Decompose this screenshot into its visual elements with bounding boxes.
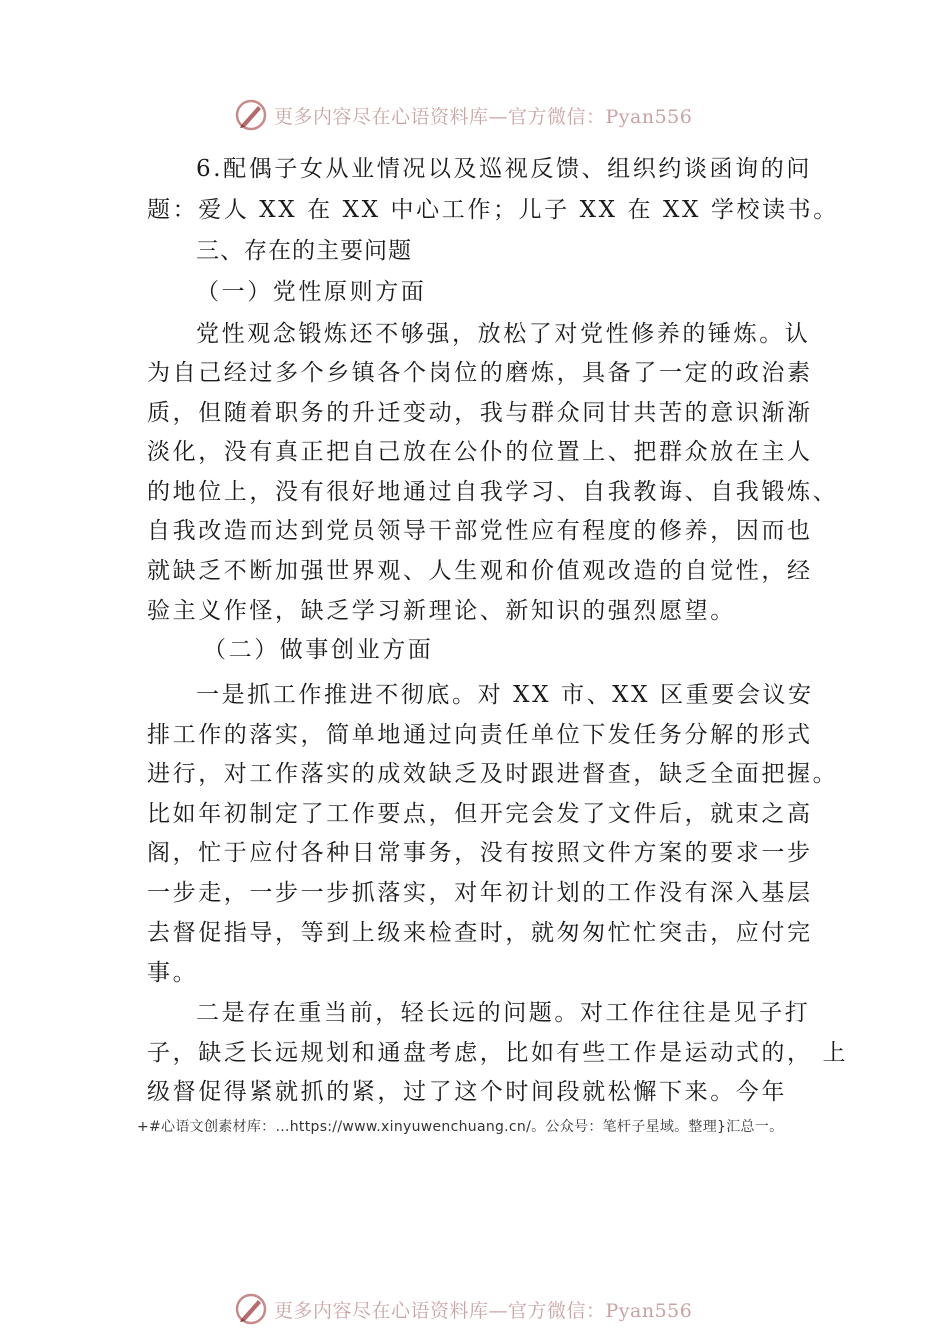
footnote-source: +#心语文创素材库：…https://www.xinyuwenchuang.cn/。公众号：笔杆子星域。整理}汇总一。 <box>137 1119 784 1135</box>
text-line: 事。 <box>147 960 199 986</box>
text-line: 阁，忙于应付各种日常事务，没有按照文件方案的要求一步 <box>147 840 813 866</box>
pen-logo-icon <box>234 98 268 132</box>
text-line: 题：爱人 XX 在 XX 中心工作；儿子 XX 在 XX 学校读书。 <box>147 197 839 223</box>
text-line: 就缺乏不断加强世界观、人生观和价值观改造的自觉性，经 <box>147 558 813 584</box>
text-line: 进行，对工作落实的成效缺乏及时跟进督查，缺乏全面把握。 <box>147 761 839 787</box>
text-line: 6.配偶子女从业情况以及巡视反馈、组织约谈函询的问 <box>196 156 812 182</box>
text-line: 比如年初制定了工作要点，但开完会发了文件后，就束之高 <box>147 801 813 827</box>
text-line: 排工作的落实，简单地通过向责任单位下发任务分解的形式 <box>147 722 813 748</box>
subsection-heading: （一）党性原则方面 <box>196 279 427 305</box>
text-line: 淡化，没有真正把自己放在公仆的位置上、把群众放在主人 <box>147 439 813 465</box>
text-line: 自我改造而达到党员领导干部党性应有程度的修养，因而也 <box>147 518 813 544</box>
section-heading: 三、存在的主要问题 <box>196 238 412 264</box>
text-line: 验主义作怪，缺乏学习新理论、新知识的强烈愿望。 <box>147 598 736 624</box>
watermark-text-top: 更多内容尽在心语资料库—官方微信：Pyan556 <box>274 105 693 128</box>
text-line: 子，缺乏长远规划和通盘考虑，比如有些工作是运动式的， 上 <box>147 1040 849 1066</box>
text-line: 一是抓工作推进不彻底。对 XX 市、XX 区重要会议安 <box>196 682 814 708</box>
text-line: 去督促指导，等到上级来检查时，就匆匆忙忙突击，应付完 <box>147 920 813 946</box>
text-line: 的地位上，没有很好地通过自我学习、自我教诲、自我锻炼、 <box>147 479 839 505</box>
text-line: 质，但随着职务的升迁变动，我与群众同甘共苦的意识渐渐 <box>147 400 813 426</box>
text-line: 级督促得紧就抓的紧，过了这个时间段就松懈下来。今年 <box>147 1079 787 1105</box>
text-line: 为自己经过多个乡镇各个岗位的磨炼，具备了一定的政治素 <box>147 360 813 386</box>
text-line: 党性观念锻炼还不够强，放松了对党性修养的锤炼。认 <box>196 321 811 347</box>
watermark-banner-bottom <box>234 1291 692 1327</box>
watermark-banner-top <box>234 97 692 133</box>
pen-logo-icon <box>234 1292 268 1326</box>
text-line: 一步走，一步一步抓落实，对年初计划的工作没有深入基层 <box>147 880 813 906</box>
text-line: 二是存在重当前，轻长远的问题。对工作往往是见子打 <box>196 1000 811 1026</box>
watermark-text-bottom: 更多内容尽在心语资料库—官方微信：Pyan556 <box>274 1299 693 1322</box>
subsection-heading: （二）做事创业方面 <box>203 637 434 663</box>
